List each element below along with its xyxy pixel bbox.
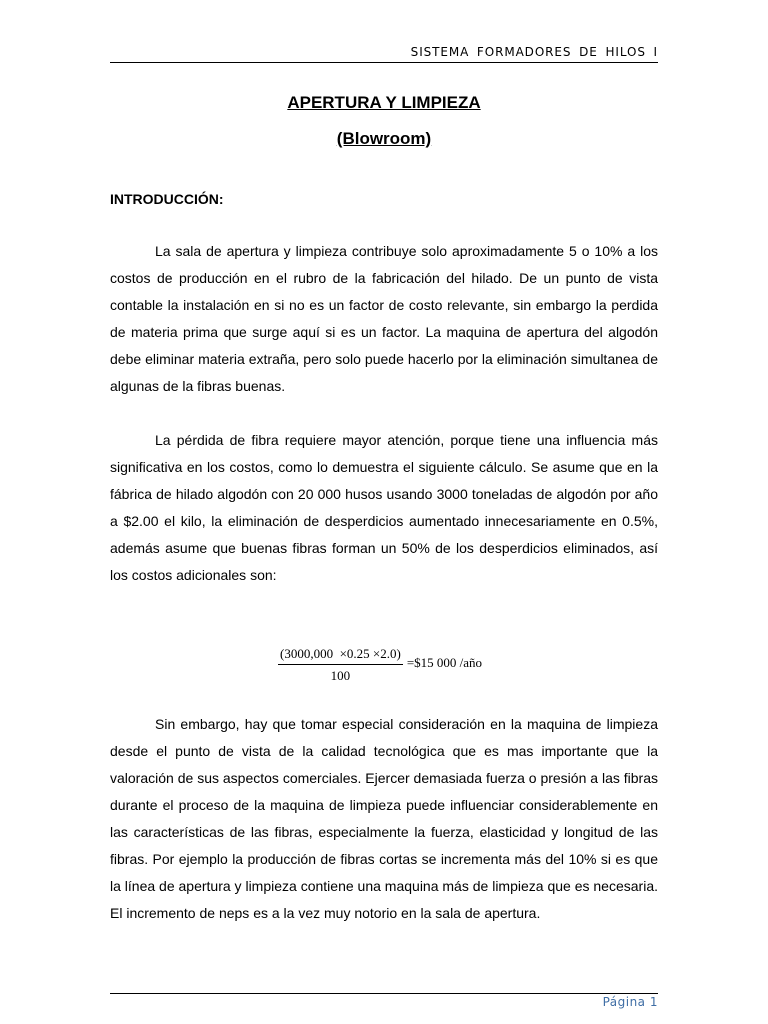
page-number: Página 1 bbox=[602, 995, 658, 1009]
paragraph-quality: Sin embargo, hay que tomar especial consideración en la maquina de limpieza desde el punto de vista de la calidad tecnológica que es mas importante que la valoración de sus aspectos comerciales. Ejercer demasiada fuerza o presión a las fibras durante el proceso de la maquina de limpieza puede influenciar considerablemente en las características de las fibras, especialmente la fuerza, elasticidad y longitud de las fibras. Por ejemplo la producción de fibras cortas se incrementa más del 10% si es que la línea de apertura y limpieza contiene una maquina más de limpieza que es necesaria. El incremento de neps es a la vez muy notorio en la sala de apertura. bbox=[110, 716, 658, 921]
footer-rule bbox=[110, 993, 658, 994]
formula-result: =$15 000 /año bbox=[406, 655, 483, 670]
header-rule bbox=[110, 62, 658, 63]
paragraph-fiber-loss: La pérdida de fibra requiere mayor atención, porque tiene una influencia más significativa en los costos, como lo demuestra el siguiente cálculo. Se asume que en la fábrica de hilado algodón con 20 000 husos usando 3000 toneladas de algodón por año a $2.00 el kilo, la eliminación de desperdicios aumentado innecesariamente en 0.5%, además asume que buenas fibras forman un 50% de los desperdicios eliminados, así los costos adicionales son: bbox=[110, 432, 658, 583]
paragraph-intro: La sala de apertura y limpieza contribuye solo aproximadamente 5 o 10% a los costos de producción en el rubro de la fabricación del hilado. De un punto de vista contable la instalación en si no es un factor de costo relevante, sin embargo la perdida de materia prima que surge aquí si es un factor. La maquina de apertura del algodón debe eliminar materia extraña, pero solo puede hacerlo por la eliminación simultanea de algunas de la fibras buenas. bbox=[110, 243, 658, 394]
formula-numerator: (3000,000 ×0.25 ×2.0) bbox=[278, 646, 403, 665]
formula-denominator: 100 bbox=[330, 668, 351, 683]
document-title: APERTURA Y LIMPIEZA bbox=[287, 93, 481, 112]
formula-fraction bbox=[278, 646, 403, 684]
cost-formula bbox=[278, 646, 482, 684]
section-heading: INTRODUCCIÓN: bbox=[110, 191, 224, 207]
document-subtitle: (Blowroom) bbox=[336, 129, 432, 148]
running-header: SISTEMA FORMADORES DE HILOS I bbox=[410, 45, 658, 59]
